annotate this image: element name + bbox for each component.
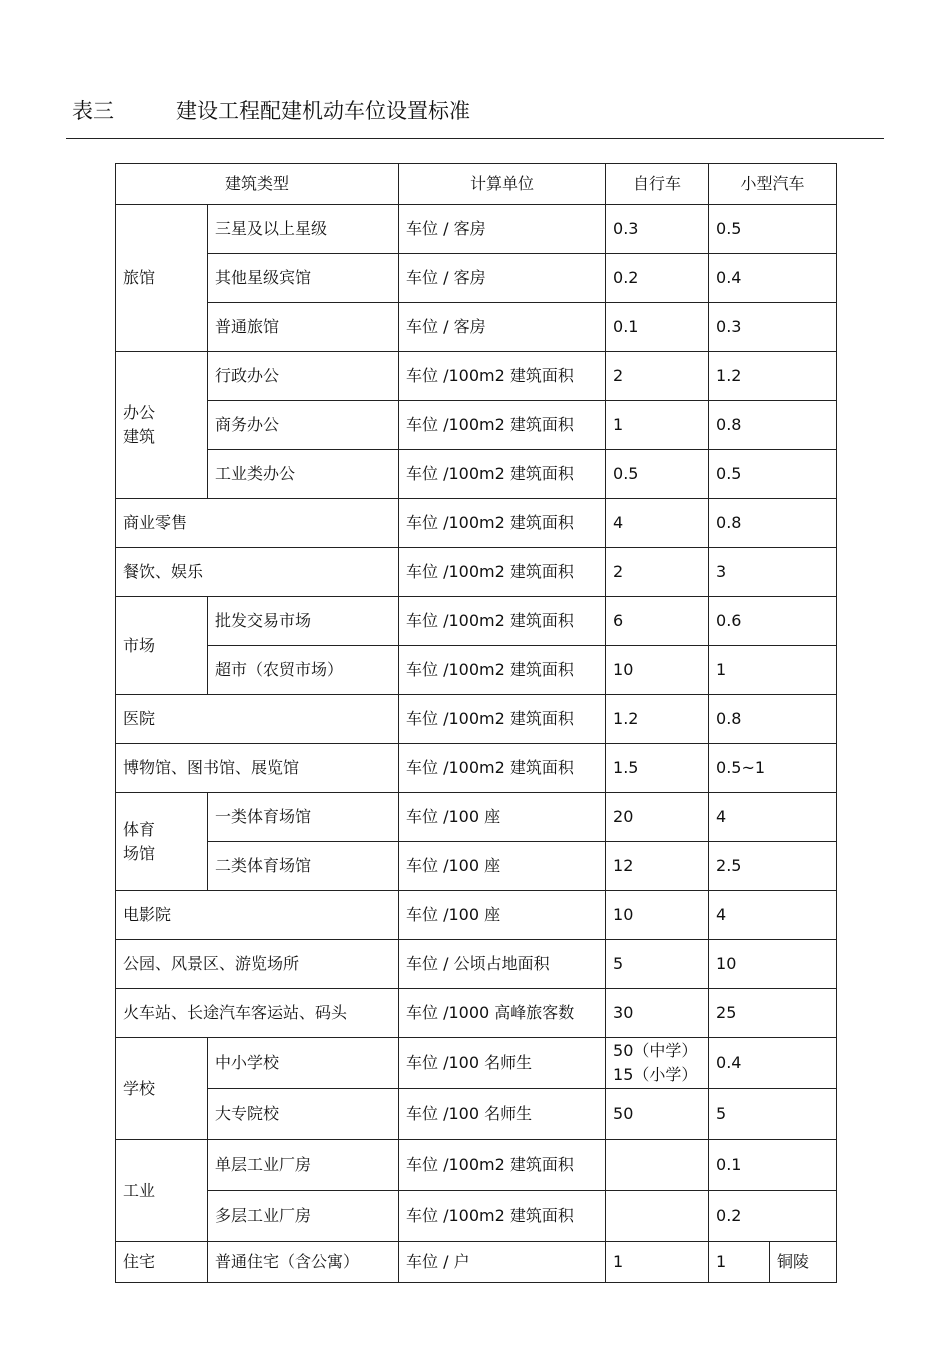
bicycle-value: 6 (606, 597, 709, 646)
bicycle-value (606, 1191, 709, 1242)
unit-cell: 车位 /100m2 建筑面积 (399, 548, 606, 597)
table-row (116, 548, 837, 597)
sub-type: 二类体育场馆 (208, 842, 399, 891)
car-value: 0.8 (709, 401, 837, 450)
table-row (116, 1140, 837, 1191)
sub-type: 普通住宅（含公寓） (208, 1242, 399, 1283)
car-value: 0.1 (709, 1140, 837, 1191)
parking-standard-table (115, 163, 837, 1283)
car-value: 1 (709, 646, 837, 695)
car-value: 0.8 (709, 695, 837, 744)
table-row (116, 646, 837, 695)
sub-type: 单层工业厂房 (208, 1140, 399, 1191)
table-row (116, 499, 837, 548)
table-row (116, 1242, 837, 1283)
car-value: 0.5 (709, 205, 837, 254)
car-value: 4 (709, 793, 837, 842)
car-value: 0.4 (709, 254, 837, 303)
unit-cell: 车位 /100m2 建筑面积 (399, 597, 606, 646)
bicycle-value: 0.1 (606, 303, 709, 352)
building-type: 博物馆、图书馆、展览馆 (116, 744, 399, 793)
building-type: 电影院 (116, 891, 399, 940)
unit-cell: 车位 / 客房 (399, 303, 606, 352)
group-hotel: 旅馆 (116, 205, 208, 352)
bicycle-value (606, 1038, 709, 1089)
sub-type: 超市（农贸市场） (208, 646, 399, 695)
header-car: 小型汽车 (709, 164, 837, 205)
table-row (116, 254, 837, 303)
bicycle-value: 1 (606, 401, 709, 450)
sub-type: 三星及以上星级 (208, 205, 399, 254)
bicycle-value: 2 (606, 352, 709, 401)
table-row (116, 450, 837, 499)
header-building-type: 建筑类型 (116, 164, 399, 205)
sub-type: 工业类办公 (208, 450, 399, 499)
car-value: 3 (709, 548, 837, 597)
unit-cell: 车位 / 客房 (399, 205, 606, 254)
table-row (116, 989, 837, 1038)
extra-note: 铜陵 (770, 1242, 837, 1283)
car-value: 0.4 (709, 1038, 837, 1089)
table-header-row (116, 164, 837, 205)
table-row (116, 205, 837, 254)
group-market: 市场 (116, 597, 208, 695)
table-row (116, 1038, 837, 1089)
unit-cell: 车位 /100m2 建筑面积 (399, 744, 606, 793)
sub-type: 商务办公 (208, 401, 399, 450)
bicycle-value: 0.3 (606, 205, 709, 254)
sub-type: 普通旅馆 (208, 303, 399, 352)
table-row (116, 793, 837, 842)
bicycle-value: 5 (606, 940, 709, 989)
table-row (116, 744, 837, 793)
car-value: 1.2 (709, 352, 837, 401)
sub-type: 大专院校 (208, 1089, 399, 1140)
unit-cell: 车位 /100 座 (399, 842, 606, 891)
car-value: 10 (709, 940, 837, 989)
group-office-line1: 办公 (123, 403, 156, 422)
bicycle-value-middle-school: 50（中学） (613, 1041, 698, 1060)
header-unit: 计算单位 (399, 164, 606, 205)
unit-cell: 车位 /100 名师生 (399, 1038, 606, 1089)
car-value: 0.5 (709, 450, 837, 499)
unit-cell: 车位 /100m2 建筑面积 (399, 352, 606, 401)
bicycle-value-primary-school: 15（小学） (613, 1065, 698, 1084)
bicycle-value: 1 (606, 1242, 709, 1283)
unit-cell: 车位 /100m2 建筑面积 (399, 646, 606, 695)
bicycle-value: 20 (606, 793, 709, 842)
table-row (116, 352, 837, 401)
document-title (72, 96, 470, 126)
car-value: 1 (709, 1242, 770, 1283)
unit-cell: 车位 /100 座 (399, 793, 606, 842)
car-value: 0.6 (709, 597, 837, 646)
sub-type: 一类体育场馆 (208, 793, 399, 842)
building-type: 商业零售 (116, 499, 399, 548)
group-office (116, 352, 208, 499)
sub-type: 行政办公 (208, 352, 399, 401)
group-school: 学校 (116, 1038, 208, 1140)
car-value: 0.8 (709, 499, 837, 548)
unit-cell: 车位 /100 名师生 (399, 1089, 606, 1140)
building-type: 公园、风景区、游览场所 (116, 940, 399, 989)
unit-cell: 车位 / 客房 (399, 254, 606, 303)
unit-cell: 车位 /100m2 建筑面积 (399, 695, 606, 744)
car-value: 0.3 (709, 303, 837, 352)
table-row (116, 1191, 837, 1242)
unit-cell: 车位 /100m2 建筑面积 (399, 401, 606, 450)
bicycle-value: 10 (606, 891, 709, 940)
car-value: 25 (709, 989, 837, 1038)
group-industry: 工业 (116, 1140, 208, 1242)
table-row (116, 891, 837, 940)
table-row (116, 401, 837, 450)
unit-cell: 车位 / 户 (399, 1242, 606, 1283)
sub-type: 批发交易市场 (208, 597, 399, 646)
bicycle-value: 2 (606, 548, 709, 597)
car-value: 0.5~1 (709, 744, 837, 793)
car-value: 4 (709, 891, 837, 940)
building-type: 医院 (116, 695, 399, 744)
bicycle-value: 1.5 (606, 744, 709, 793)
unit-cell: 车位 /1000 高峰旅客数 (399, 989, 606, 1038)
header-bicycle: 自行车 (606, 164, 709, 205)
group-housing: 住宅 (116, 1242, 208, 1283)
group-office-line2: 建筑 (123, 427, 156, 446)
bicycle-value (606, 1140, 709, 1191)
car-value: 2.5 (709, 842, 837, 891)
bicycle-value: 4 (606, 499, 709, 548)
group-stadium-line2: 场馆 (123, 843, 156, 863)
table-row (116, 597, 837, 646)
table-row (116, 940, 837, 989)
table-title: 建设工程配建机动车位设置标准 (176, 99, 470, 123)
table-row (116, 303, 837, 352)
table-number: 表三 (72, 99, 114, 123)
unit-cell: 车位 /100m2 建筑面积 (399, 499, 606, 548)
unit-cell: 车位 /100 座 (399, 891, 606, 940)
group-stadium (116, 793, 208, 891)
sub-type: 其他星级宾馆 (208, 254, 399, 303)
car-value: 5 (709, 1089, 837, 1140)
bicycle-value: 10 (606, 646, 709, 695)
car-value: 0.2 (709, 1191, 837, 1242)
table-row (116, 842, 837, 891)
bicycle-value: 0.5 (606, 450, 709, 499)
title-divider (66, 138, 884, 139)
unit-cell: 车位 /100m2 建筑面积 (399, 450, 606, 499)
bicycle-value: 50 (606, 1089, 709, 1140)
sub-type: 中小学校 (208, 1038, 399, 1089)
bicycle-value: 0.2 (606, 254, 709, 303)
table-row (116, 1089, 837, 1140)
sub-type: 多层工业厂房 (208, 1191, 399, 1242)
group-stadium-line1: 体育 (123, 819, 156, 839)
building-type: 餐饮、娱乐 (116, 548, 399, 597)
unit-cell: 车位 /100m2 建筑面积 (399, 1140, 606, 1191)
bicycle-value: 1.2 (606, 695, 709, 744)
bicycle-value: 12 (606, 842, 709, 891)
table-row (116, 695, 837, 744)
unit-cell: 车位 /100m2 建筑面积 (399, 1191, 606, 1242)
bicycle-value: 30 (606, 989, 709, 1038)
building-type: 火车站、长途汽车客运站、码头 (116, 989, 399, 1038)
unit-cell: 车位 / 公顷占地面积 (399, 940, 606, 989)
